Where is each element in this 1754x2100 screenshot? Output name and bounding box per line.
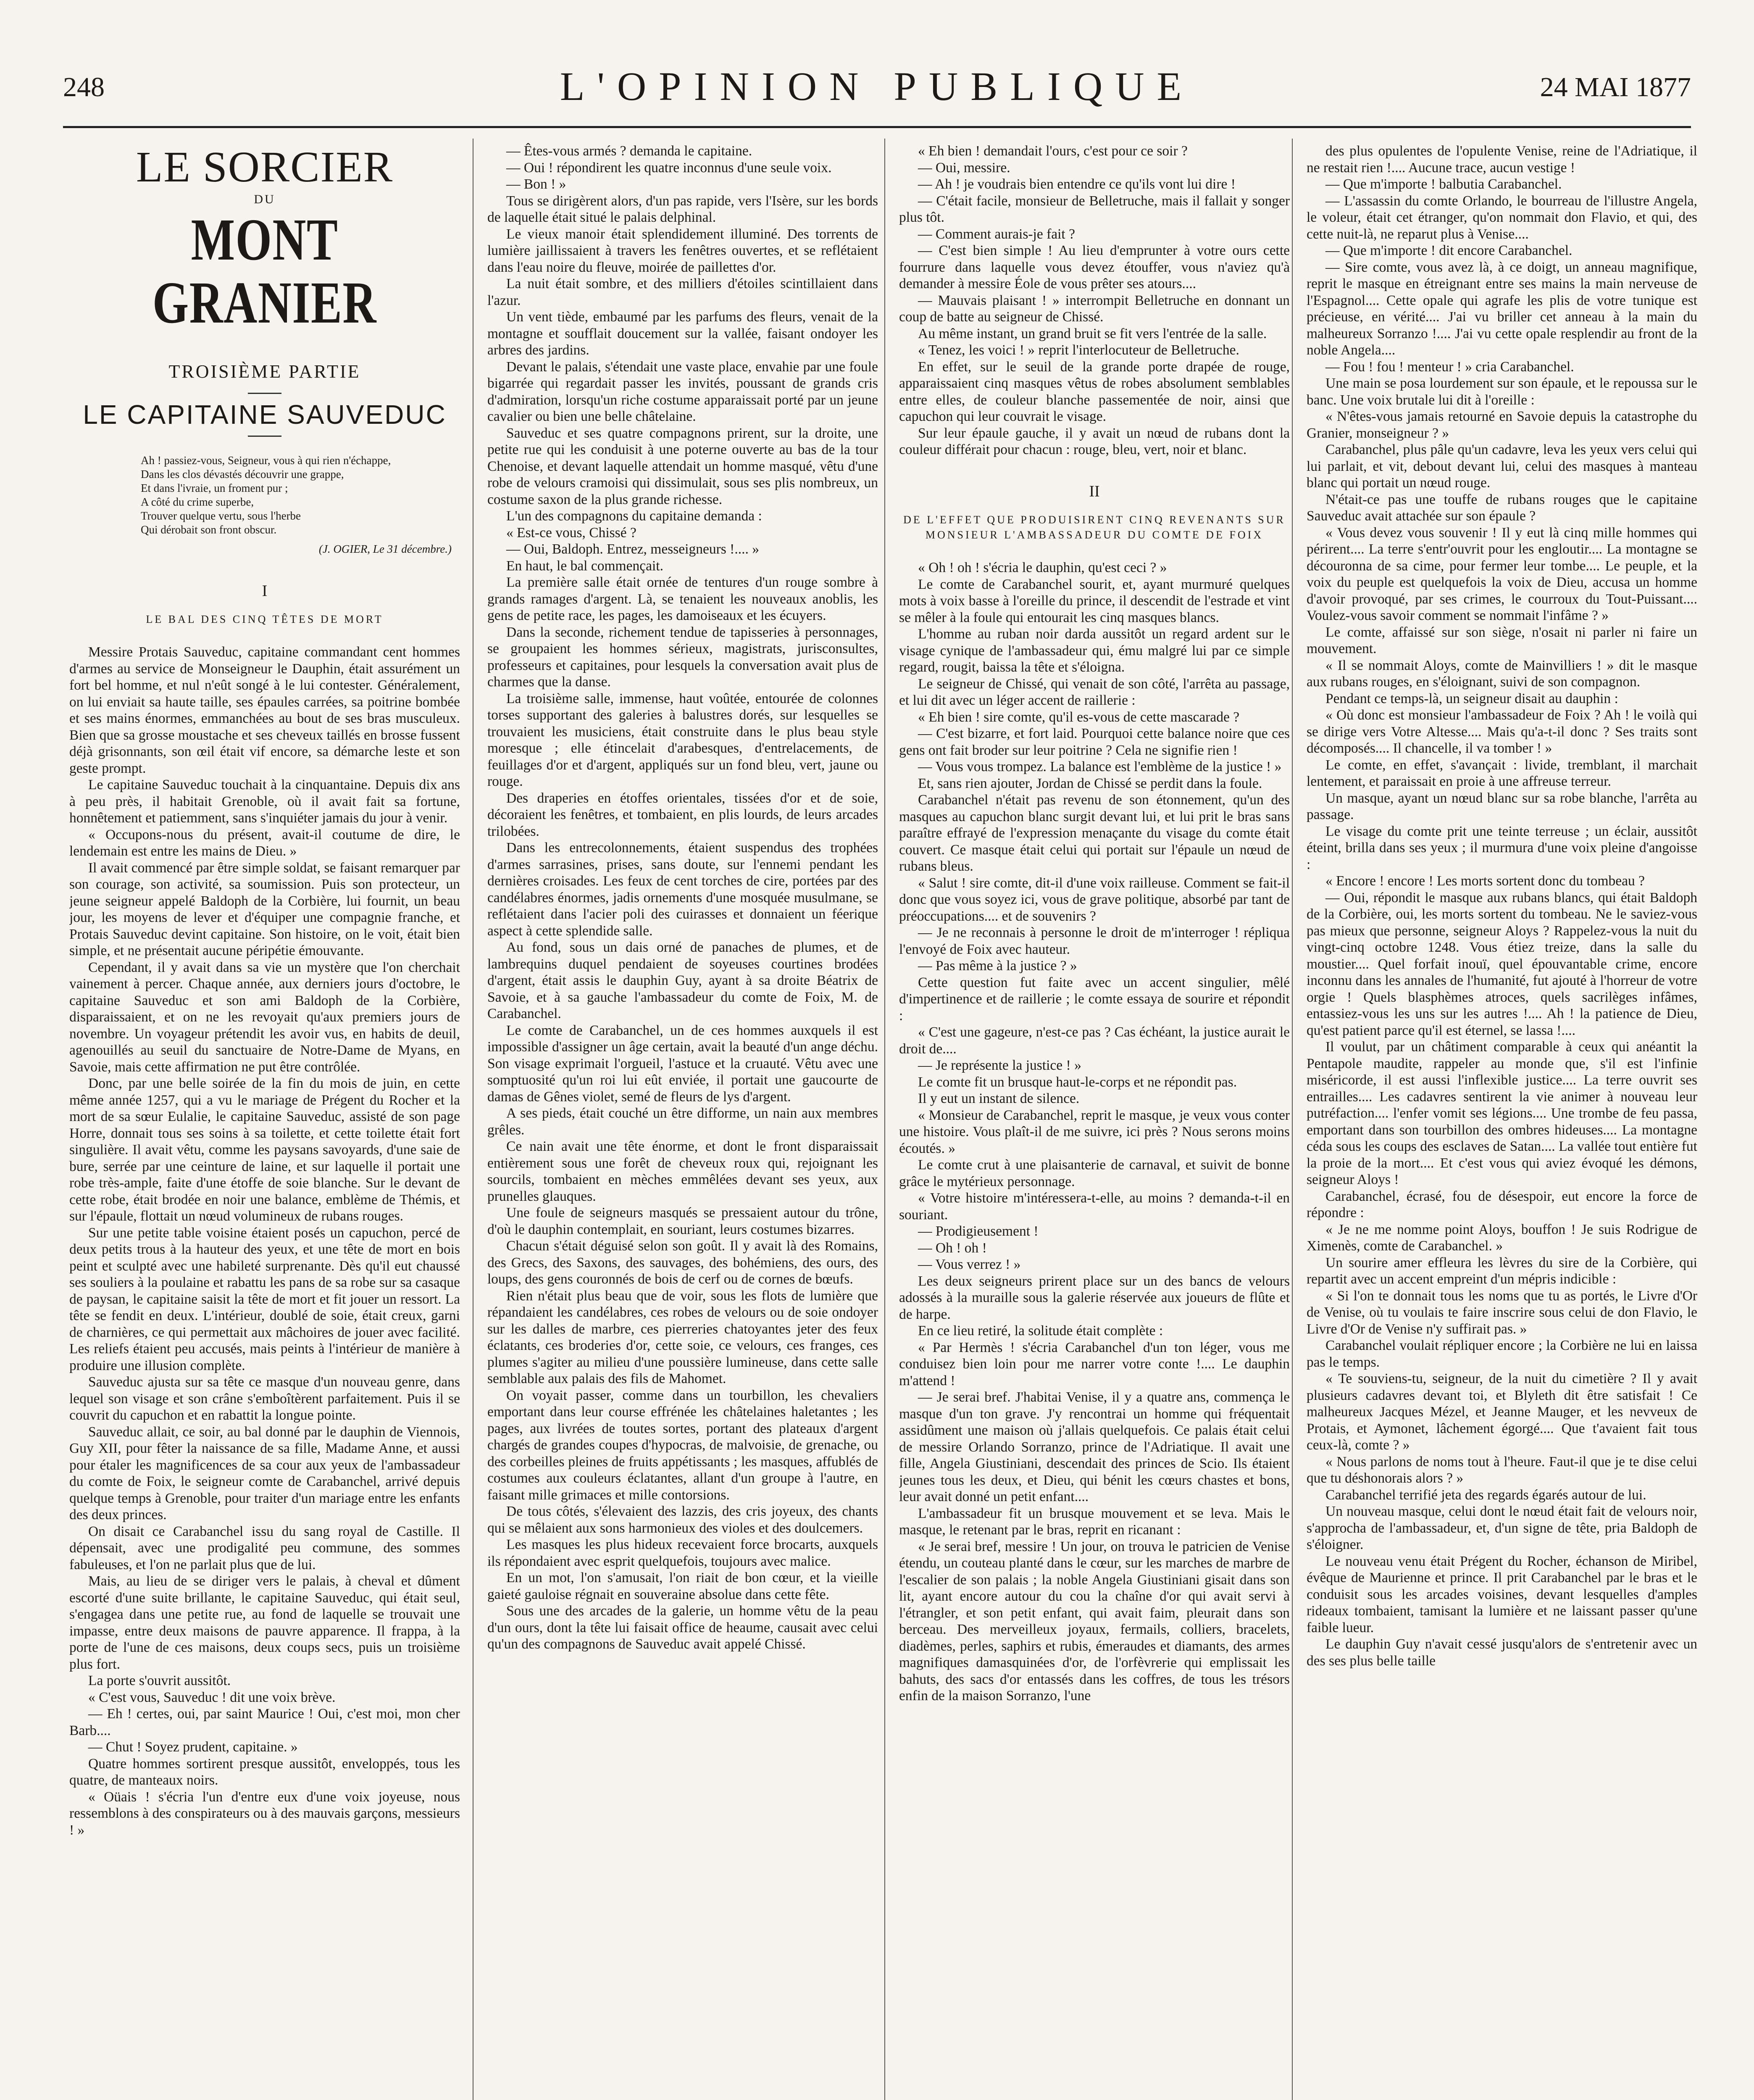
paragraph: Ce nain avait une tête énorme, et dont le front disparaissait entièrement sous une forêt de cheveux roux qui, rejoignant les sourcils, tombaient en mèches emmêlées devant ses yeux, aux prunelles glauques.	[487, 1139, 878, 1204]
paragraph: « Si l'on te donnait tous les noms que tu as portés, le Livre d'Or de Venise, où tu voulais te faire inscrire sous celui de don Flavio, le Livre d'Or de Venise n'y suffirait pas. »	[1307, 1288, 1697, 1337]
paragraph: — Prodigieusement !	[918, 1223, 1039, 1239]
column-3-text	[899, 143, 1290, 458]
column-divider	[1292, 139, 1293, 2100]
paragraph: Des draperies en étoffes orientales, tissées d'or et de soie, décoraient les fenêtres, et tombaient, en plis lourds, de leurs arcades trilobées.	[487, 790, 878, 839]
feuilleton-title-du: DU	[254, 192, 276, 206]
paragraph: Devant le palais, s'étendait une vaste place, envahie par une foule bigarrée qui regardait passer les invités, poussant de grands cris d'admiration, lorsqu'un riche costume apparaissait porté par un jeune cavalier ou bien une belle châtelaine.	[487, 359, 878, 424]
epigraph-line: Trouver quelque vertu, sous l'herbe	[141, 509, 301, 522]
paragraph: des plus opulentes de l'opulente Venise, reine de l'Adriatique, il ne restait rien !.... Aucune trace, aucun vestige !	[1307, 143, 1697, 176]
paragraph: En ce lieu retiré, la solitude était complète :	[918, 1323, 1163, 1339]
epigraph-source: (J. OGIER, Le 31 décembre.)	[318, 543, 452, 555]
paragraph: Carabanchel n'était pas revenu de son étonnement, qu'un des masques au capuchon blanc surgit devant lui, et lui prit le bras sans paraître effrayé de l'expression menaçante du visage du comte était couvert. Ce masque était celui qui portait sur l'épaule un nœud de rubans bleus.	[899, 792, 1290, 874]
paragraph: Dans la seconde, richement tendue de tapisseries à personnages, se groupaient les hommes sérieux, magistrats, jurisconsultes, professeurs et capitaines, pour lesquels la conversation avait plus de charmes que la danse.	[487, 624, 878, 690]
paragraph: Sur leur épaule gauche, il y avait un nœud de rubans dont la couleur différait pour chacun : rouge, bleu, vert, noir et blanc.	[899, 425, 1290, 457]
paragraph: « Nous parlons de noms tout à l'heure. Faut-il que je te dise celui que tu déshonorais alors ? »	[1307, 1454, 1697, 1486]
column-1	[69, 143, 460, 2100]
epigraph-line: A côté du crime superbe,	[141, 496, 254, 508]
paragraph: « C'est vous, Sauveduc ! dit une voix brève.	[88, 1689, 336, 1705]
paragraph: Carabanchel, écrasé, fou de désespoir, eut encore la force de répondre :	[1307, 1188, 1697, 1221]
paragraph: Carabanchel terrifié jeta des regards égarés autour de lui.	[1325, 1487, 1646, 1503]
paragraph: — Pas même à la justice ? »	[918, 958, 1077, 974]
paragraph: « C'est une gageure, n'est-ce pas ? Cas échéant, la justice aurait le droit de....	[899, 1024, 1290, 1057]
paragraph: Sous une des arcades de la galerie, un homme vêtu de la peau d'un ours, dont la tête lui faisait office de heaume, causait avec celui qu'un des compagnons de Sauveduc avait appelé Chissé.	[487, 1603, 878, 1652]
paragraph: La troisième salle, immense, haut voûtée, entourée de colonnes torses supportant des galeries à balustres dorés, sur lesquelles se trouvaient les musiciens, était construite dans le plus beau style moresque ; elle étincelait d'arabesques, d'entrelacements, de feuillages d'or et d'argent, appliqués sur un fond bleu, vert, jaune ou rouge.	[487, 690, 878, 789]
paragraph: Une foule de seigneurs masqués se pressaient autour du trône, d'où le dauphin contemplait, en souriant, leurs costumes bizarres.	[487, 1205, 878, 1237]
paragraph: Carabanchel, plus pâle qu'un cadavre, leva les yeux vers celui qui lui parlait, et vit, debout devant lui, celui des masques à manteau blanc qui portait un nœud rouge.	[1307, 442, 1697, 491]
paragraph: L'ambassadeur fit un brusque mouvement et se leva. Mais le masque, le retenant par le bras, reprit en ricanant :	[899, 1505, 1290, 1538]
paragraph: — C'était facile, monsieur de Belletruche, mais il fallait y songer plus tôt.	[899, 193, 1290, 225]
paragraph: Sauveduc allait, ce soir, au bal donné par le dauphin de Viennois, Guy XII, pour fêter la naissance de sa fille, Madame Anne, et aussi pour étaler les magnificences de sa cour aux yeux de l'ambassadeur du comte de Foix, le seigneur comte de Carabanchel, arrivé depuis quelque temps à Grenoble, pour traiter d'un mariage entre les enfants des deux princes.	[69, 1424, 460, 1522]
separator	[248, 393, 281, 394]
paragraph: — Vous verrez ! »	[918, 1257, 1021, 1272]
paragraph: On voyait passer, comme dans un tourbillon, les chevaliers emportant dans leur course effrénée les châtelaines haletantes ; les pages, aux livrées de toutes sortes, portant des plateaux d'argent chargés de grandes coupes d'hypocras, de malvoisie, de grenache, ou des corbeilles pleines de fruits appétissants ; les masques, affublés de costumes aux couleurs éclatantes, allant d'un groupe à l'autre, en faisant mille grimaces et mille contorsions.	[487, 1387, 878, 1503]
paragraph: Un nouveau masque, celui dont le nœud était fait de velours noir, s'approcha de l'ambassadeur, et, d'un signe de tête, pria Baldoph de s'éloigner.	[1307, 1504, 1697, 1552]
paragraph: — Bon ! »	[506, 176, 566, 192]
paragraph: Cependant, il y avait dans sa vie un mystère que l'on cherchait vainement à percer. Chaque année, aux derniers jours d'octobre, le capitaine Sauveduc et son ami Baldoph de la Corbière, disparaissaient, et on ne les revoyait qu'aux premiers jours de novembre. Un voyageur prétendit les avoir vus, en habits de deuil, agenouillés au seuil du sanctuaire de Notre-Dame de Myans, en Savoie, mais cette affirmation ne put être contrôlée.	[69, 959, 460, 1075]
paragraph: « Tenez, les voici ! » reprit l'interlocuteur de Belletruche.	[918, 342, 1239, 358]
paragraph: Il voulut, par un châtiment comparable à ceux qui anéantit la Pentapole maudite, rappeler au monde que, s'il est l'infinie miséricorde, il est aussi l'inflexible justice.... La terre ouvrit ses entrailles.... Les cadavres sentirent la vie animer à nouveau leur putréfaction.... l'enfer vomit ses légions.... Une trombe de feu passa, emportant dans son tourbillon des ombres hideuses.... La montagne céda sous les coups des esclaves de Satan.... La vallée tout entière fut la proie de la mort.... Et c'est vous qui aviez évoqué les démons, seigneur Aloys !	[1307, 1039, 1697, 1187]
paragraph: — L'assassin du comte Orlando, le bourreau de l'illustre Angela, le voleur, était cet étranger, qu'on nommait don Flavio, et qui, des cette nuit-là, ne reparut plus à Venise....	[1307, 193, 1697, 242]
paragraph: — Que m'importe ! balbutia Carabanchel.	[1325, 176, 1562, 192]
paragraph: — C'est bizarre, et fort laid. Pourquoi cette balance noire que ces gens ont fait broder sur leur poitrine ? Cela ne signifie rien !	[899, 726, 1290, 758]
column-4	[1307, 143, 1697, 2100]
feuilleton-title-top: LE SORCIER	[136, 143, 394, 191]
paragraph: — Vous vous trompez. La balance est l'emblème de la justice ! »	[918, 759, 1282, 774]
part-heading: TROISIÈME PARTIE	[168, 361, 361, 382]
column-2	[487, 143, 878, 2100]
paragraph: « Occupons-nous du présent, avait-il coutume de dire, le lendemain est entre les mains de Dieu. »	[69, 827, 460, 859]
paragraph: — Ah ! je voudrais bien entendre ce qu'ils vont lui dire !	[918, 176, 1236, 192]
paragraph: La porte s'ouvrit aussitôt.	[88, 1673, 231, 1688]
paragraph: On disait ce Carabanchel issu du sang royal de Castille. Il dépensait, avec une prodigalité peu commune, des sommes fabuleuses, et l'on ne parlait plus que de lui.	[69, 1523, 460, 1572]
epigraph-line: Dans les clos dévastés découvrir une grappe,	[141, 468, 344, 480]
paragraph: — Fou ! fou ! menteur ! » cria Carabanchel.	[1325, 359, 1574, 375]
paragraph: Le comte fit un brusque haut-le-corps et ne répondit pas.	[918, 1074, 1237, 1090]
paragraph: — Comment aurais-je fait ?	[918, 226, 1075, 242]
paragraph: « Monsieur de Carabanchel, reprit le masque, je veux vous conter une histoire. Vous plaît-il de me suivre, ici près ? Nous serons moins écoutés. »	[899, 1107, 1290, 1156]
paragraph: De tous côtés, s'élevaient des lazzis, des cris joyeux, des chants qui se mêlaient aux sons harmonieux des violes et des doulcemers.	[487, 1504, 878, 1536]
column-3	[899, 143, 1290, 2100]
paragraph: Sur une petite table voisine étaient posés un capuchon, percé de deux petits trous à la hauteur des yeux, et une tête de mort en bois peint et sculpté avec une habileté surprenante. Dès qu'il eut chaussé ses souliers à la poulaine et rabattu les pans de sa robe sur sa casaque de paysan, le capitaine saisit la tête de mort et fit jouer un ressort. La tête se fendit en deux. L'intérieur, doublé de soie, était creux, garni de charnières, ce qui permettait aux mâchoires de jouer avec facilité. Les reliefs étaient peu accusés, mais peints à l'intérieur de manière à produire une illusion complète.	[69, 1225, 460, 1373]
section-title: LE CAPITAINE SAUVEDUC	[83, 399, 447, 430]
paragraph: Le comte, en effet, s'avançait : livide, tremblant, il marchait lentement, et paraissait en proie à une affreuse terreur.	[1307, 757, 1697, 789]
paragraph: « Oüais ! s'écria l'un d'entre eux d'une voix joyeuse, nous ressemblons à des conspirateurs ou à des mauvais garçons, messieurs ! »	[69, 1789, 460, 1838]
paragraph: Et, sans rien ajouter, Jordan de Chissé se perdit dans la foule.	[918, 775, 1262, 791]
chapter-number: I	[262, 582, 268, 600]
paragraph: Carabanchel voulait répliquer encore ; la Corbière ne lui en laissa pas le temps.	[1307, 1338, 1697, 1370]
epigraph	[69, 454, 460, 537]
chapter-title: DE L'EFFET QUE PRODUISIRENT CINQ REVENANTS SUR MONSIEUR L'AMBASSADEUR DU COMTE DE FOIX	[903, 514, 1286, 541]
paragraph: — Oui, messire.	[918, 160, 1010, 176]
paragraph: La nuit était sombre, et des milliers d'étoiles scintillaient dans l'azur.	[487, 276, 878, 308]
chapter-number: II	[1089, 482, 1100, 500]
paragraph: En effet, sur le seuil de la grande porte drapée de rouge, apparaissaient cinq masques vêtus de robes absolument semblables entre elles, de couleur blanche passementée de noir, ainsi que capuchon qui leur couvrait le visage.	[899, 359, 1290, 424]
paragraph: « Te souviens-tu, seigneur, de la nuit du cimetière ? Il y avait plusieurs cadavres devant toi, et Blyleth dit être satisfait ! Ce malheureux Jacques Mézel, et Jeanne Mauger, et les nevveux de Protais, et Aymonet, lâchement égorgé.... Que t'avaient fait tous ceux-là, comte ? »	[1307, 1371, 1697, 1453]
paragraph: Au même instant, un grand bruit se fit vers l'entrée de la salle.	[918, 326, 1267, 341]
paragraph: « Est-ce vous, Chissé ?	[506, 525, 636, 541]
column-4-text	[1307, 143, 1697, 1669]
paragraph: « Je ne me nomme point Aloys, bouffon ! Je suis Rodrigue de Ximenès, comte de Carabanchel. »	[1307, 1221, 1697, 1254]
paragraph: — Je ne reconnais à personne le droit de m'interroger ! répliqua l'envoyé de Foix avec hauteur.	[899, 925, 1290, 957]
paragraph: Pendant ce temps-là, un seigneur disait au dauphin :	[1325, 690, 1618, 706]
paragraph: « Eh bien ! sire comte, qu'il es-vous de cette mascarade ?	[918, 709, 1240, 725]
paragraph: « Oh ! oh ! s'écria le dauphin, qu'est ceci ? »	[918, 560, 1167, 575]
separator	[248, 436, 281, 437]
column-1-text	[69, 644, 460, 1838]
paragraph: — Mauvais plaisant ! » interrompit Belletruche en donnant un coup de batte au seigneur de Chissé.	[899, 292, 1290, 325]
paragraph: Il y eut un instant de silence.	[918, 1091, 1080, 1106]
paragraph: Au fond, sous un dais orné de panaches de plumes, et de lambrequins duquel pendaient de soyeuses courtines brodées d'argent, était assis le dauphin Guy, ayant à sa droite Béatrix de Savoie, et à sa gauche l'ambassadeur du comte de Foix, M. de Carabanchel.	[487, 940, 878, 1021]
paragraph: Le vieux manoir était splendidement illuminé. Des torrents de lumière jaillissaient à travers les fenêtres ouvertes, et se reflétaient dans l'eau noire du fleuve, moirée de paillettes d'or.	[487, 226, 878, 275]
paragraph: Le comte de Carabanchel sourit, et, ayant murmuré quelques mots à voix basse à l'oreille du prince, il descendit de l'estrade et vint se mêler à la foule qui entourait les cinq masques blancs.	[899, 576, 1290, 625]
paragraph: Le nouveau venu était Prégent du Rocher, échanson de Miribel, évêque de Maurienne et prince. Il prit Carabanchel par le bras et le conduisit sous les arcades voisines, devant lesquelles d'amples rideaux tombaient, tamisant la lumière et ne laissant passer qu'une faible lueur.	[1307, 1553, 1697, 1635]
paragraph: « Encore ! encore ! Les morts sortent donc du tombeau ?	[1325, 873, 1645, 889]
paragraph: « Il se nommait Aloys, comte de Mainvilliers ! » dit le masque aux rubans rouges, en s'éloignant, suivi de son compagnon.	[1307, 657, 1697, 690]
paragraph: « Vous devez vous souvenir ! Il y eut là cinq mille hommes qui périrent.... La terre s'entr'ouvrit pour les engloutir.... La montagne se découronna de sa cime, pour fermer leur tombe.... Le peuple, et la voix du peuple est quelquefois la voix de Dieu, accusa un homme d'avoir provoqué, par ses crimes, le courroux du Tout-Puissant.... Voulez-vous savoir comment se nommait l'infâme ? »	[1307, 525, 1697, 623]
paragraph: La première salle était ornée de tentures d'un rouge sombre à grands ramages d'argent. Là, se tenaient les nouveaux anoblis, les gens de petite race, les pages, les damoiseaux et les écuyers.	[487, 575, 878, 623]
paragraph: — Eh ! certes, oui, par saint Maurice ! Oui, c'est moi, mon cher Barb....	[69, 1706, 460, 1738]
epigraph-line: Et dans l'ivraie, un froment pur ;	[141, 482, 288, 494]
paragraph: « Salut ! sire comte, dit-il d'une voix railleuse. Comment se fait-il donc que vous soyez ici, vous de grave politique, absorbé par tant de préoccupations.... et de souvenirs ?	[899, 875, 1290, 924]
paragraph: « Eh bien ! demandait l'ours, c'est pour ce soir ?	[918, 143, 1188, 159]
paragraph: Messire Protais Sauveduc, capitaine commandant cent hommes d'armes au service de Monseigneur le Dauphin, était assurément un fort bel homme, et nul n'eût songé à le lui contester. Généralement, on lui enviait sa haute taille, ses épaules carrées, sa poitrine bombée et ses mains énormes, emmanchées au bout de ses bras musculeux. Bien que sa grosse moustache et ses cheveux taillés en brosse fussent déjà grisonnants, son œil était vif encore, sa démarche leste et son geste prompt.	[69, 644, 460, 776]
paragraph: — Je représente la justice ! »	[918, 1058, 1081, 1073]
paragraph: Il avait commencé par être simple soldat, se faisant remarquer par son courage, son activité, sa soumission. Puis son protecteur, un jeune seigneur appelé Baldoph de la Corbière, lui fournit, un beau jour, les moyens de lever et d'équiper une compagnie franche, et Protais Sauveduc devint capitaine. Son histoire, on le voit, était bien simple, et ne présentait aucune péripétie émouvante.	[69, 860, 460, 958]
paragraph: Rien n'était plus beau que de voir, sous les flots de lumière que répandaient les candélabres, ces robes de velours ou de soie ondoyer sur les dalles de marbre, ces pierreries chatoyantes jeter des feux éclatants, ces broderies d'or, cette soie, ce velours, ces franges, ces plumes s'agiter au milieu d'une poussière lumineuse, dans cette salle semblable aux palais des fils de Mahomet.	[487, 1288, 878, 1386]
paragraph: — Oui, Baldoph. Entrez, messeigneurs !.... »	[506, 541, 759, 557]
paragraph: — Oui ! répondirent les quatre inconnus d'une seule voix.	[506, 160, 832, 176]
paragraph: Sauveduc et ses quatre compagnons prirent, sur la droite, une petite rue qui les conduisit à une poterne ouverte au bas de la tour Chenoise, et devant laquelle attendait un homme masqué, vêtu d'une robe de velours cramoisi qui dissimulait, sous ses plis nombreux, un costume saxon de la plus grande richesse.	[487, 425, 878, 507]
chapter-title: LE BAL DES CINQ TÊTES DE MORT	[146, 613, 384, 625]
paragraph: Une main se posa lourdement sur son épaule, et le repoussa sur le banc. Une voix brutale lui dit à l'oreille :	[1307, 375, 1697, 408]
paragraph: En un mot, l'on s'amusait, l'on riait de bon cœur, et la vieille gaieté gauloise régnait en souveraine absolue dans cette fête.	[487, 1570, 878, 1602]
paragraph: Le seigneur de Chissé, qui venait de son côté, l'arrêta au passage, et lui dit avec un léger accent de raillerie :	[899, 676, 1290, 708]
feuilleton-title-main: MONT GRANIER	[152, 206, 377, 336]
paragraph: Dans les entrecolonnements, étaient suspendus des trophées d'armes sarrasines, prises, sans doute, sur l'ennemi pendant les dernières croisades. Les feux de cent torches de cire, portées par des candélabres énormes, jadis ornements d'une mosquée musulmane, se reflétaient dans l'acier poli des cuirasses et donnaient un féerique aspect à cette splendide salle.	[487, 840, 878, 939]
paragraph: « N'êtes-vous jamais retourné en Savoie depuis la catastrophe du Granier, monseigneur ? »	[1307, 409, 1697, 441]
epigraph-line: Ah ! passiez-vous, Seigneur, vous à qui rien n'échappe,	[141, 454, 391, 467]
page-number: 248	[63, 72, 105, 102]
column-divider	[884, 139, 885, 2100]
paragraph: Le visage du comte prit une teinte terreuse ; un éclair, aussitôt éteint, brilla dans ses yeux ; il murmura d'une voix pleine d'angoisse :	[1307, 823, 1697, 872]
paragraph: Les deux seigneurs prirent place sur un des bancs de velours adossés à la muraille sous la galerie réservée aux joueurs de flûte et de harpe.	[899, 1273, 1290, 1322]
paragraph: — Que m'importe ! dit encore Carabanchel.	[1325, 243, 1573, 258]
paragraph: « Votre histoire m'intéressera-t-elle, au moins ? demanda-t-il en souriant.	[899, 1190, 1290, 1223]
header-rule	[63, 126, 1691, 128]
paragraph: « Je serai bref, messire ! Un jour, on trouva le patricien de Venise étendu, un couteau planté dans le cœur, sur les marches de marbre de l'escalier de son palais ; la noble Angela Giustiniani gisait dans son lit, ayant encore autour du cou la chaîne d'or qui avait servi à l'étrangler, et son petit enfant, qui avait faim, pleurait dans son berceau. Des merveilleux joyaux, fermails, colliers, bracelets, diadèmes, perles, saphirs et rubis, émeraudes et diamants, des armes magnifiques damasquinées d'or, de l'orfèvrerie qui emplissait les bahuts, des sacs d'or entassés dans les coffres, de tous les trésors enfin de la maison Sorranzo, l'une	[899, 1538, 1290, 1704]
paragraph: — C'est bien simple ! Au lieu d'emprunter à votre ours cette fourrure dans laquelle vous devez étouffer, vous n'aviez qu'à demander à messire Éole de vous prêter ses atours....	[899, 243, 1290, 291]
paragraph: Le comte de Carabanchel, un de ces hommes auxquels il est impossible d'assigner un âge certain, avait la beauté d'un ange déchu. Son visage exprimait l'orgueil, l'astuce et la cruauté. Vêtu avec une somptuosité qu'un roi lui eût enviée, il portait une gaucourte de damas de Gênes violet, semé de fleurs de lys d'argent.	[487, 1022, 878, 1105]
paragraph: Mais, au lieu de se diriger vers le palais, à cheval et dûment escorté d'une suite brillante, le capitaine Sauveduc, qui était seul, s'engagea dans une petite rue, au fond de laquelle se trouvait une impasse, entre deux maisons de pauvre apparence. Il frappa, à la porte de l'une de ces maisons, deux coups secs, puis un troisième plus fort.	[69, 1573, 460, 1672]
epigraph-line: Qui dérobait son front obscur.	[141, 523, 277, 536]
paragraph: — Êtes-vous armés ? demanda le capitaine.	[506, 143, 752, 159]
paragraph: Tous se dirigèrent alors, d'un pas rapide, vers l'Isère, sur les bords de laquelle était situé le palais delphinal.	[487, 193, 878, 225]
paragraph: « Où donc est monsieur l'ambassadeur de Foix ? Ah ! le voilà qui se dirige vers Votre Altesse.... Mais qu'a-t-il donc ? Ses traits sont décomposés.... Il chancelle, il va tomber ! »	[1307, 707, 1697, 756]
paragraph: Chacun s'était déguisé selon son goût. Il y avait là des Romains, des Grecs, des Saxons, des sauvages, des bohémiens, des ours, des loups, des gens couronnés de bois de cerf ou de cornes de bœufs.	[487, 1238, 878, 1287]
column-3-text-continued	[899, 559, 1290, 1704]
paragraph: L'un des compagnons du capitaine demanda :	[506, 508, 762, 524]
paragraph: « Par Hermès ! s'écria Carabanchel d'un ton léger, vous me conduisez bien loin pour me narrer votre conte !.... Le dauphin m'attend !	[899, 1339, 1290, 1389]
paragraph: Un masque, ayant un nœud blanc sur sa robe blanche, l'arrêta au passage.	[1307, 790, 1697, 822]
paragraph: Un sourire amer effleura les lèvres du sire de la Corbière, qui repartit avec un accent empreint d'un mépris indicible :	[1307, 1255, 1697, 1287]
paragraph: L'homme au ruban noir darda aussitôt un regard ardent sur le visage cynique de l'ambassadeur qui, ému malgré lui par ce simple regard, rougit, baissa la tête et s'éloigna.	[899, 626, 1290, 675]
paragraph: — Chut ! Soyez prudent, capitaine. »	[88, 1739, 298, 1755]
paragraph: Sauveduc ajusta sur sa tête ce masque d'un nouveau genre, dans lequel son visage et son crâne s'emboîtèrent parfaitement. Puis il se couvrit du capuchon et en rabattit la longue pointe.	[69, 1374, 460, 1423]
paragraph: Quatre hommes sortirent presque aussitôt, enveloppés, tous les quatre, de manteaux noirs.	[69, 1756, 460, 1788]
paragraph: — Sire comte, vous avez là, à ce doigt, un anneau magnifique, reprit le masque en étreignant entre ses mains la main nerveuse de l'Espagnol.... Cette opale qui agrafe les plis de votre tunique est précieuse, en vérité.... J'ai vu briller cet anneau à la main du malheureux Sorranzo !.... J'ai vu cette opale resplendir au front de la noble Angela....	[1307, 259, 1697, 358]
paragraph: Un vent tiède, embaumé par les parfums des fleurs, venait de la montagne et soufflait doucement sur la vallée, faisant ondoyer les arbres des jardins.	[487, 309, 878, 358]
paragraph: — Oh ! oh !	[918, 1240, 987, 1256]
issue-date: 24 MAI 1877	[1540, 72, 1691, 102]
paragraph: N'était-ce pas une touffe de rubans rouges que le capitaine Sauveduc avait attachée sur son épaule ?	[1307, 491, 1697, 524]
paragraph: — Oui, répondit le masque aux rubans blancs, qui était Baldoph de la Corbière, oui, les morts sortent du tombeau. Ne le saviez-vous pas mieux que personne, seigneur Aloys ? Rappelez-vous la nuit du vingt-cinq octobre 1248. Vous étiez treize, dans la salle du moustier.... Quel forfait inouï, quel épouvantable crime, encore inconnu dans les annales de l'humanité, fut ajouté à l'horreur de votre orgie ! Quels blasphèmes atroces, quels sacrilèges infâmes, entassiez-vous les uns sur les autres !.... Ah ! la patience de Dieu, qu'est patient parce qu'il est éternel, se lassa !....	[1307, 890, 1697, 1038]
publication-title: L'OPINION PUBLIQUE	[560, 64, 1194, 109]
paragraph: A ses pieds, était couché un être difforme, un nain aux membres grêles.	[487, 1105, 878, 1138]
paragraph: Le comte, affaissé sur son siège, n'osait ni parler ni faire un mouvement.	[1307, 624, 1697, 656]
paragraph: Le dauphin Guy n'avait cessé jusqu'alors de s'entretenir avec un des ses plus belle taille	[1307, 1636, 1697, 1669]
column-2-text	[487, 143, 878, 1653]
paragraph: Le comte crut à une plaisanterie de carnaval, et suivit de bonne grâce le mytérieux personnage.	[899, 1157, 1290, 1189]
paragraph: En haut, le bal commençait.	[506, 558, 663, 574]
paragraph: Le capitaine Sauveduc touchait à la cinquantaine. Depuis dix ans à peu près, il habitait Grenoble, où il avait fait sa fortune, honnêtement et patiemment, sans s'inquiéter jamais du jour à venir.	[69, 777, 460, 826]
paragraph: — Je serai bref. J'habitai Venise, il y a quatre ans, commença le masque d'un ton grave. J'y rencontrai un homme qui fréquentait assidûment une maison où j'allais quelquefois. Ce palais était celui de messire Orlando Sorranzo, prince de l'Adriatique. Il avait une fille, Angela Giustiniani, descendait des princes de Scio. Ils étaient jeunes tous les deux, et Dieu, qui bénit les cœurs chastes et bons, leur avait donné un petit enfant....	[899, 1389, 1290, 1504]
paragraph: Cette question fut faite avec un accent singulier, mêlé d'impertinence et de raillerie ; le comte essaya de sourire et répondit :	[899, 974, 1290, 1024]
paragraph: Donc, par une belle soirée de la fin du mois de juin, en cette même année 1257, qui a vu le mariage de Prégent du Rocher et la mort de sa sœur Eulalie, le capitaine Sauveduc, assisté de son page Horre, donnait tous ses soins à sa toilette, et cette toilette était fort singulière. Il avait vêtu, comme les paysans savoyards, d'une saie de bure, serrée par une ceinture de laine, et sur laquelle il portait une robe très-ample, faite d'une étoffe de soie blanche. Sur le devant de cette robe, était brodée en noir une balance, emblème de Thémis, et sur l'épaule, flottait un nœud volumineux de rubans rouges.	[69, 1076, 460, 1224]
paragraph: Les masques les plus hideux recevaient force brocarts, auxquels ils répondaient avec esprit quelquefois, toujours avec malice.	[487, 1537, 878, 1569]
